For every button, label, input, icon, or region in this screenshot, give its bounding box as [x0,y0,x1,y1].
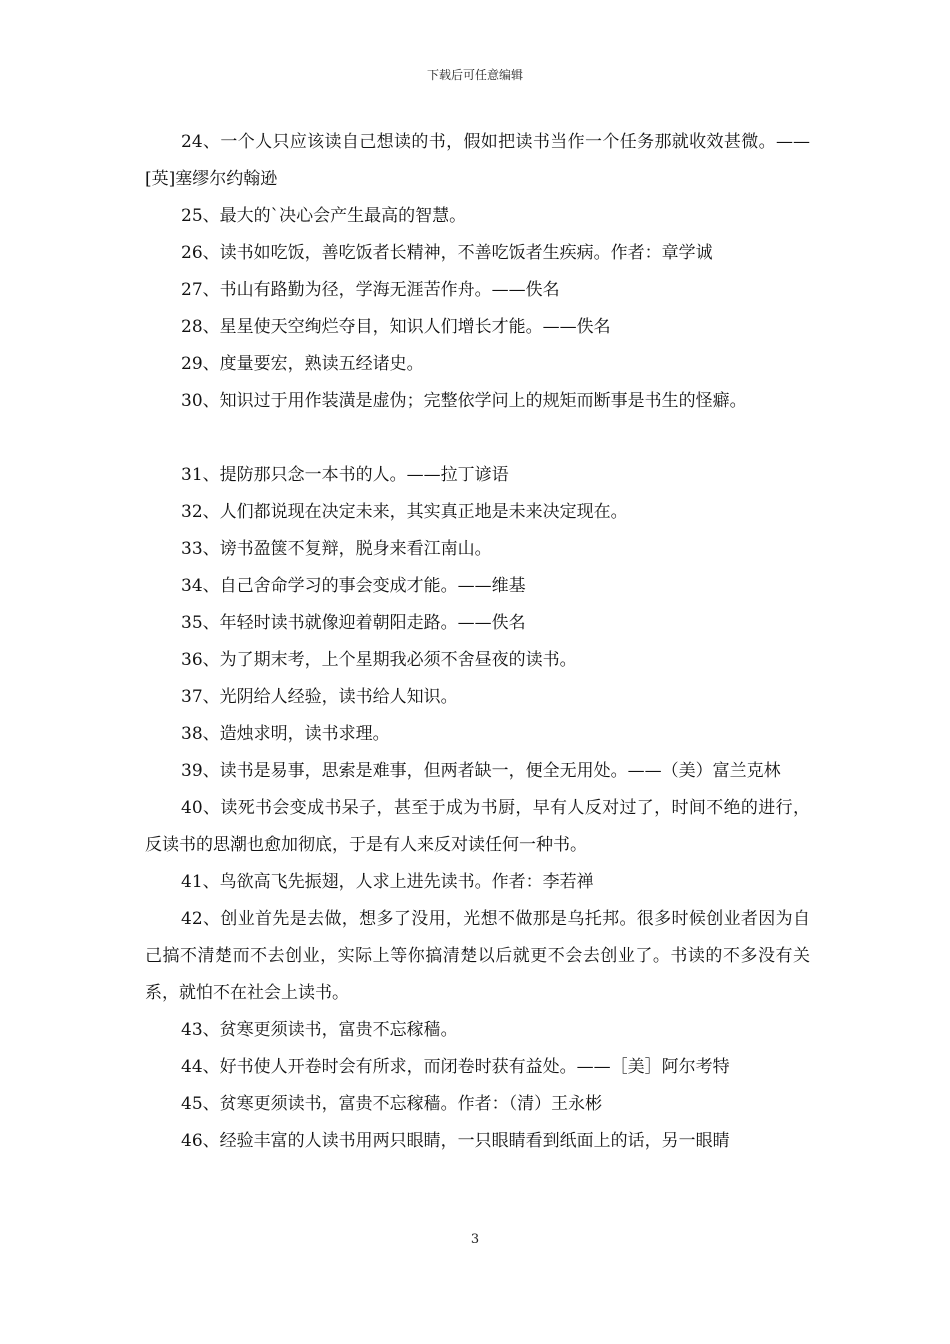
quote-29: 29、度量要宏，熟读五经诸史。 [181,354,424,374]
quote-37: 37、光阴给人经验，读书给人知识。 [181,687,458,707]
quote-33: 33、谤书盈箧不复辩，脱身来看江南山。 [181,539,492,559]
quote-35: 35、年轻时读书就像迎着朝阳走路。——佚名 [181,613,526,633]
quote-38: 38、造烛求明，读书求理。 [181,724,390,744]
quote-26: 26、读书如吃饭，善吃饭者长精神，不善吃饭者生疾病。作者：章学诚 [181,243,713,263]
page-header: 下载后可任意编辑 [426,68,523,82]
page-number: 3 [470,1232,480,1247]
quote-42: 42、创业首先是去做，想多了没用，光想不做那是乌托邦。很多时候创业者因为自己搞不清楚而不去创业，实际上等你搞清楚以后就更不会去创业了。书读的不多没有关系，就怕不在社会上读书。 [145,909,810,1003]
quote-28: 28、星星使天空绚烂夺目，知识人们增长才能。——佚名 [181,317,611,337]
quote-25: 25、最大的`决心会产生最高的智慧。 [181,206,467,226]
quote-45: 45、贫寒更须读书，富贵不忘稼穑。作者：（清）王永彬 [181,1094,603,1114]
quote-34: 34、自己舍命学习的事会变成才能。——维基 [181,576,526,596]
document-body [145,124,810,1160]
quote-41: 41、鸟欲高飞先振翅，人求上进先读书。作者：李若禅 [181,872,594,892]
quote-40: 40、读死书会变成书呆子，甚至于成为书厨，早有人反对过了，时间不绝的进行，反读书的思潮也愈加彻底，于是有人来反对读任何一种书。 [145,798,810,855]
quote-27: 27、书山有路勤为径，学海无涯苦作舟。——佚名 [181,280,560,300]
quote-24: 24、一个人只应该读自己想读的书，假如把读书当作一个任务那就收效甚微。——[英]塞缪尔约翰逊 [145,132,810,189]
quote-39: 39、读书是易事，思索是难事，但两者缺一，便全无用处。——（美）富兰克林 [181,761,781,781]
quote-32: 32、人们都说现在决定未来，其实真正地是未来决定现在。 [181,502,628,522]
quote-36: 36、为了期末考，上个星期我必须不舍昼夜的读书。 [181,650,577,670]
quote-43: 43、贫寒更须读书，富贵不忘稼穑。 [181,1020,458,1040]
quote-44: 44、好书使人开卷时会有所求，而闭卷时获有益处。——［美］阿尔考特 [181,1057,730,1077]
quote-30: 30、知识过于用作装潢是虚伪；完整依学问上的规矩而断事是书生的怪癖。 [181,391,747,411]
quote-31: 31、提防那只念一本书的人。——拉丁谚语 [181,465,509,485]
quote-46: 46、经验丰富的人读书用两只眼睛，一只眼睛看到纸面上的话，另一眼睛 [181,1131,730,1151]
